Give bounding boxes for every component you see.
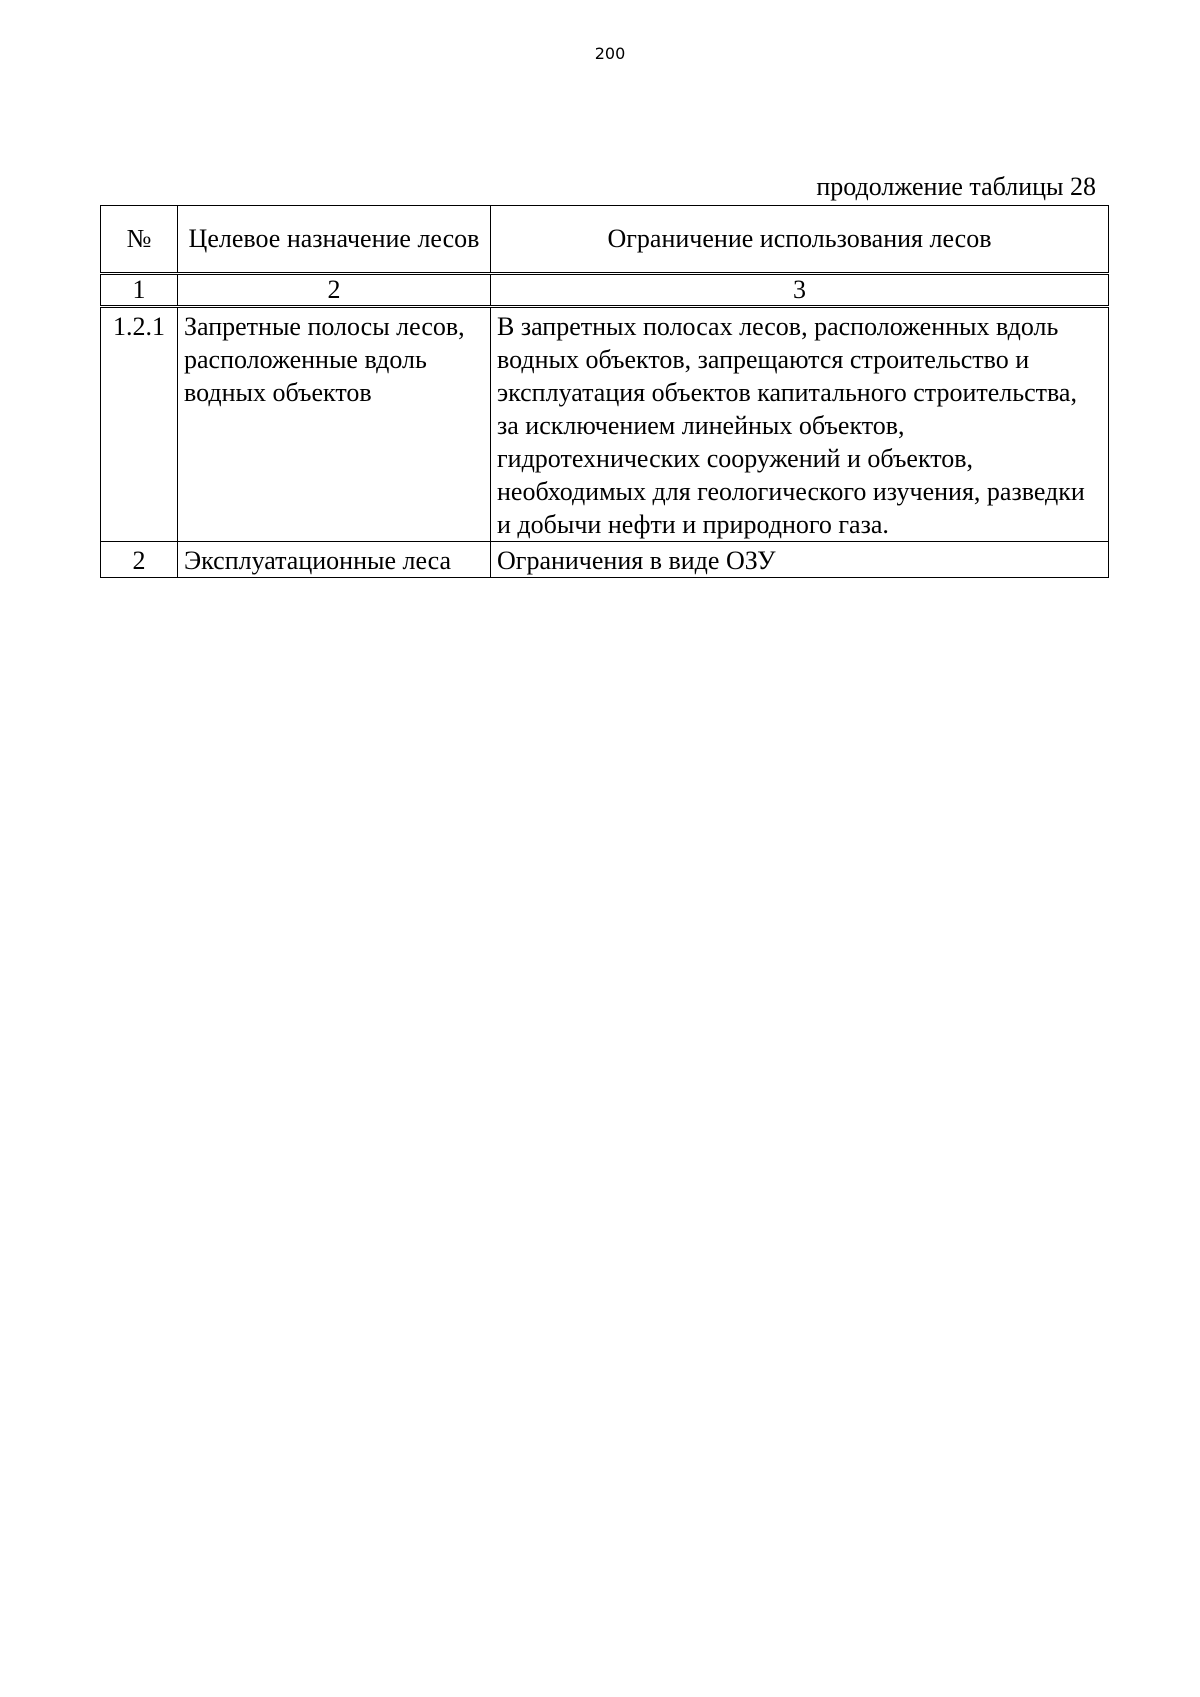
row-number: 2 — [101, 542, 178, 578]
forest-restrictions-table — [100, 205, 1109, 578]
page-number: 200 — [594, 44, 626, 63]
column-numbering-row — [101, 274, 1109, 307]
row-restriction: Ограничения в виде ОЗУ — [491, 542, 1109, 578]
column-number-1: 1 — [101, 274, 178, 307]
row-restriction: В запретных полосах лесов, расположенных вдоль водных объектов, запрещаются строительство и эксплуатация объектов капитального строительства, за исключением линейных объектов, гидротехнических сооружений и объектов, необходимых для геологического изучения, разведки и добычи нефти и природного газа. — [491, 307, 1109, 542]
row-purpose: Эксплуатационные леса — [178, 542, 491, 578]
header-purpose: Целевое назначение лесов — [178, 206, 491, 274]
column-number-2: 2 — [178, 274, 491, 307]
table-row — [101, 542, 1109, 578]
header-restriction: Ограничение использования лесов — [491, 206, 1109, 274]
table-row — [101, 307, 1109, 542]
row-purpose: Запретные полосы лесов, расположенные вдоль водных объектов — [178, 307, 491, 542]
column-number-3: 3 — [491, 274, 1109, 307]
table-caption: продолжение таблицы 28 — [816, 172, 1096, 201]
row-number: 1.2.1 — [101, 307, 178, 542]
header-number: № — [101, 206, 178, 274]
table-header-row — [101, 206, 1109, 274]
